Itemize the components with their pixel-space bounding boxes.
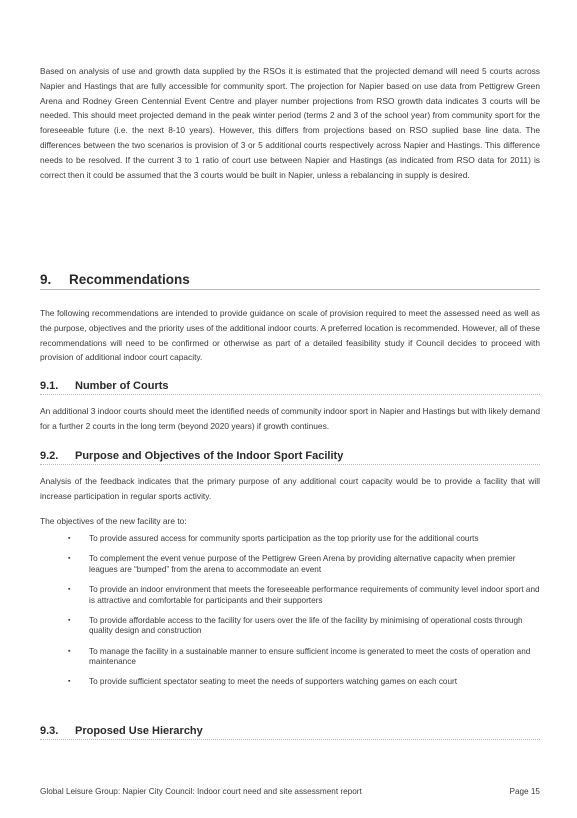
section-9-2-heading (40, 450, 540, 465)
section-9-1-paragraph: An additional 3 indoor courts should meet the identified needs of community indoor sport in Napier and Hastings but with likely demand for a further 2 courts in the long term (beyond 2020 years) if growth continues. (40, 406, 540, 431)
bullet-icon: ▪ (68, 647, 71, 655)
list-item (64, 534, 540, 545)
section-9-2-number: 9.2. (40, 450, 59, 462)
section-9-title: Recommendations (69, 272, 190, 287)
page-number: Page 15 (509, 787, 540, 796)
section-9-1-heading (40, 380, 540, 395)
intro-paragraph: Based on analysis of use and growth data supplied by the RSOs it is estimated that the projected demand will need 5 courts across Napier and Hastings that are fully accessible for community sport. The projection for Napier based on use data from Pettigrew Green Arena and Rodney Green Centennial Event Centre and player number projections from RSO growth data indicates 3 courts will be needed. This should meet projected demand in the peak winter period (terms 2 and 3 of the school year) from community sport for the foreseeable future (i.e. the next 8-10 years). However, this differs from projections based on RSO suplied base line data. The differences between the two scenarios is provision of 3 or 5 additional courts respectively across Napier and Hastings. This difference needs to be resolved. If the current 3 to 1 ratio of court use between Napier and Hastings (as indicated from RSO data for 2011) is correct then it could be assumed that the 3 courts would be built in Napier, unless a rebalancing in supply is desired. (40, 66, 540, 180)
list-item (64, 647, 540, 668)
section-9-2-paragraph: Analysis of the feedback indicates that the primary purpose of any additional court capacity would be to provide a facility that will increase participation in regular sports activity. (40, 476, 540, 501)
section-9-1-number: 9.1. (40, 380, 59, 392)
section-9-heading (40, 272, 540, 290)
section-9-2-title: Purpose and Objectives of the Indoor Sport Facility (75, 450, 344, 462)
bullet-icon: ▪ (68, 535, 71, 542)
objective-text: To provide an indoor environment that meets the foreseeable performance requirements of community level indoor sport and is attractive and comfortable for participants and their supporters (89, 585, 540, 605)
section-9-3-title: Proposed Use Hierarchy (75, 725, 203, 737)
objective-text: To provide assured access for community sports participation as the top priority use for the additional courts (89, 534, 479, 543)
list-item (64, 616, 540, 637)
bullet-icon: ▪ (68, 616, 71, 624)
objective-text: To provide sufficient spectator seating to meet the needs of supporters watching games on each court (89, 677, 458, 687)
bullet-icon: ▪ (68, 586, 71, 594)
page-footer (40, 787, 540, 796)
section-9-1-title: Number of Courts (75, 380, 169, 392)
objectives-list (64, 534, 540, 698)
objective-text: To complement the event venue purpose of the Pettigrew Green Arena by providing alternative capacity when premier leagues are “bumped” from the arena to accommodate an event (89, 554, 516, 574)
objective-text: To manage the facility in a sustainable manner to ensure sufficient income is generated to meet the costs of operation and maintenance (89, 646, 531, 667)
bullet-icon: ▪ (68, 678, 71, 686)
objective-text: To provide affordable access to the facility for users over the life of the facility by minimising of operational costs through quality design and construction (89, 615, 523, 636)
list-item (64, 585, 540, 606)
list-item (64, 677, 540, 688)
footer-report-title: Global Leisure Group: Napier City Council: Indoor court need and site assessment report (40, 787, 362, 796)
section-9-3-heading (40, 725, 540, 740)
section-9-3-number: 9.3. (40, 725, 59, 737)
bullet-icon: ▪ (68, 555, 71, 563)
objectives-intro: The objectives of the new facility are to: (40, 516, 187, 526)
section-9-paragraph: The following recommendations are intended to provide guidance on scale of provision required to meet the assessed need as well as the purpose, objectives and the priority uses of the additional indoor courts. A preferred location is recommended. However, all of these recommendations will need to be confirmed or otherwise as part of a detailed feasibility study if Council decides to proceed with provision of additional indoor court capacity. (40, 308, 540, 363)
list-item (64, 554, 540, 575)
section-9-number: 9. (40, 272, 52, 287)
